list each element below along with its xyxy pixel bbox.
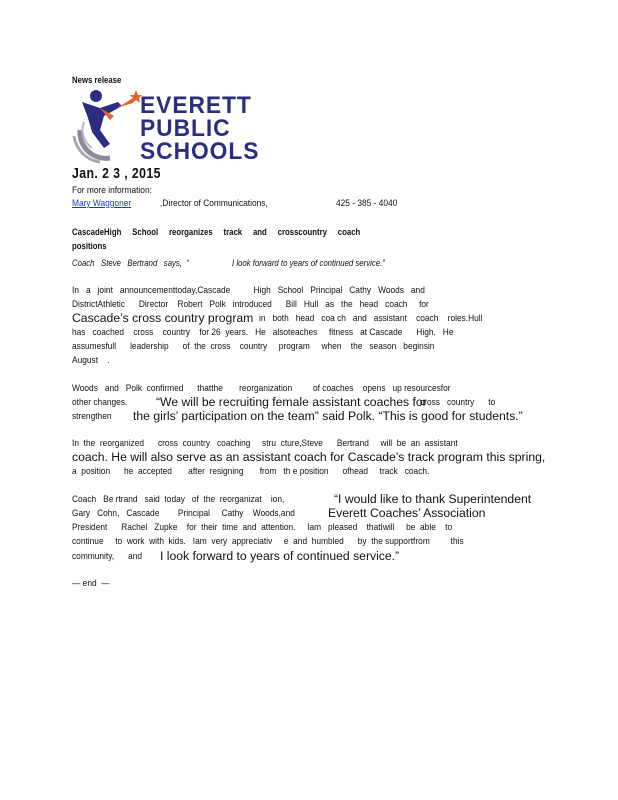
contact-name-link[interactable]: Mary Waggoner (72, 198, 132, 209)
para2-line2-start: other changes. (72, 397, 128, 408)
para1-line3-tail: in both head coa ch and assistant coach roles.Hull (259, 313, 483, 324)
para1-line4: has coached cross country for 26 years. He alsoteaches fitness at Cascade High. He (72, 327, 454, 338)
para1-line6: August . (72, 355, 110, 366)
para3-line3: a position he accepted after resigning from th e position ofhead track coach. (72, 466, 430, 477)
headline-line2: positions (72, 241, 107, 252)
subhead-speaker: Coach Steve Bertrand says, “ (72, 258, 189, 269)
para4-line2-quote: Everett Coaches’ Association (328, 506, 486, 520)
para1-line2: DistrictAthletic Director Robert Polk introduced Bill Hull as the head coach for (72, 299, 429, 310)
contact-phone: 425 - 385 - 4040 (336, 198, 398, 209)
para2-line2-tail: cross country to (420, 397, 496, 408)
release-date: Jan. 2 3 , 2015 (72, 165, 161, 182)
district-logo (70, 86, 260, 166)
para2-line3-start: strengthen (72, 411, 112, 422)
logo-line-schools: SCHOOLS (140, 138, 260, 165)
para3-line1: In the reorganized cross country coaching stru cture,Steve Bertrand will be an assistant (72, 438, 458, 449)
para4-line4: continue to work with kids. Iam very appreciativ e and humbled by the supportfrom this (72, 536, 464, 547)
contact-title: ,Director of Communications, (160, 198, 268, 209)
end-marker: — end — (72, 578, 110, 589)
para2-line2-quote: “We will be recruiting female assistant coaches for (156, 395, 427, 409)
para4-line3: President Rachel Zupke for their time and attention. Iam pleased thatIwill be able to (72, 522, 453, 533)
logo-line-everett: EVERETT (140, 92, 252, 119)
para4-line5-start: community, and (72, 551, 143, 562)
subhead-quote: I look forward to years of continued service.” (232, 258, 385, 269)
para2-line1: Woods and Polk confirmed thatthe reorganization of coaches opens up resourcesfor (72, 383, 451, 394)
para3-line2-quote: coach. He will also serve as an assistant coach for Cascade’s track program this spring, (72, 450, 546, 464)
para4-line5-quote: I look forward to years of continued service.” (160, 549, 400, 563)
para1-line5: assumesfull leadership of the cross country program when the season beginsin (72, 341, 435, 352)
logo-line-public: PUBLIC (140, 115, 231, 142)
headline-line1: CascadeHigh School reorganizes track and crosscountry coach (72, 227, 361, 238)
news-release-label: News release (72, 75, 122, 86)
para4-line1-start: Coach Be rtrand said today of the reorganizat ion, (72, 494, 285, 505)
running-figure-globe-icon (70, 86, 142, 164)
for-more-info-label: For more information: (72, 185, 152, 196)
para4-line1-quote: “I would like to thank Superintendent (334, 492, 532, 506)
para1-line3-quote: Cascade’s cross country program (72, 311, 254, 325)
para4-line2-start: Gary Cohn, Cascade Principal Cathy Woods,and (72, 508, 295, 519)
para2-line3-quote: the girls’ participation on the team” said Polk. “This is good for students.” (133, 409, 523, 423)
para1-line1: In a joint announcementtoday,Cascade High School Principal Cathy Woods and (72, 285, 425, 296)
